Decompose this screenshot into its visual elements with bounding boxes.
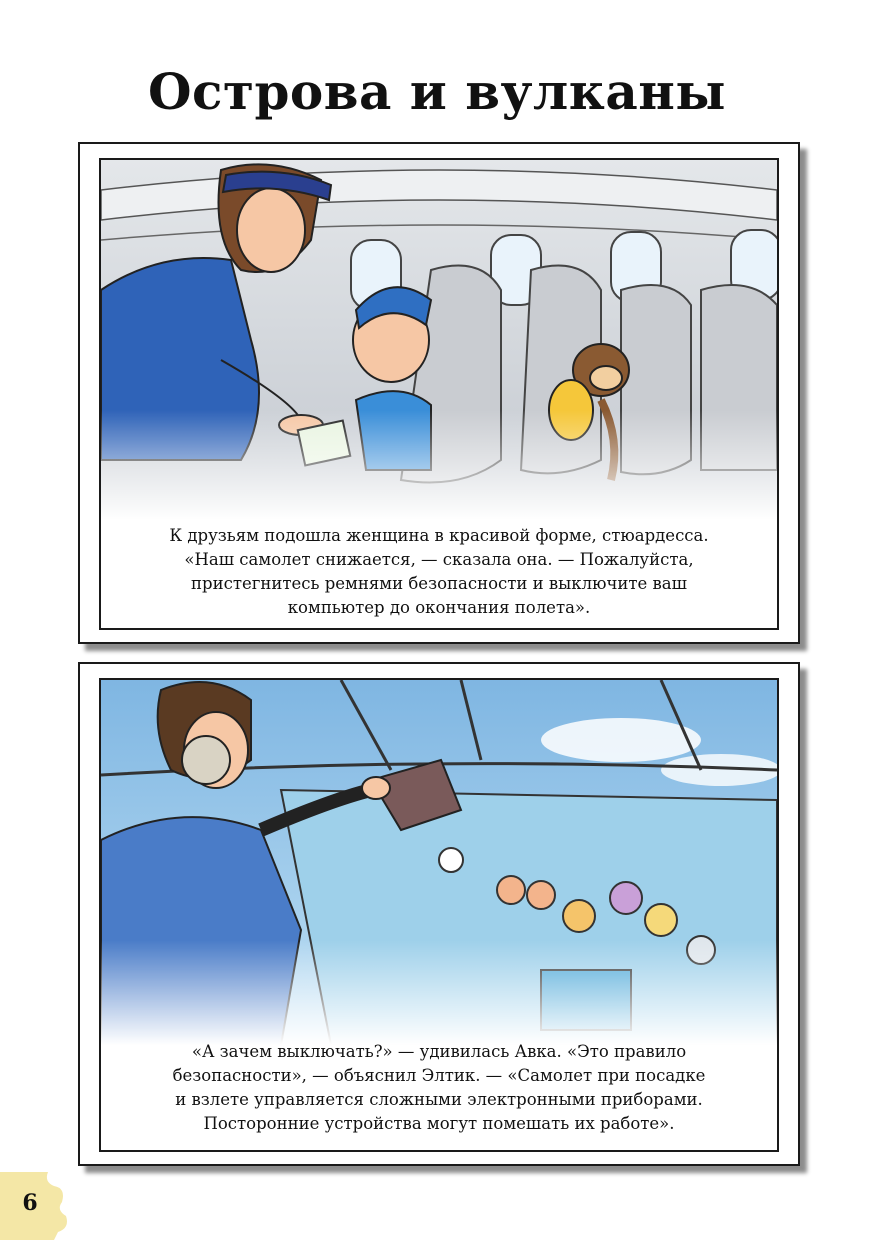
caption-line: безопасности», — объяснил Элтик. — «Самолет при посадке	[172, 1066, 706, 1085]
headset-icon	[182, 736, 230, 784]
comic-panel-1	[78, 142, 800, 644]
caption-line: Посторонние устройства могут помешать их работе».	[203, 1114, 675, 1133]
stewardess-illustration	[101, 160, 777, 520]
panel-2-frame	[99, 678, 779, 1152]
panel-1-caption	[101, 524, 777, 620]
pilot-illustration	[101, 680, 777, 1045]
cloud	[541, 718, 701, 762]
panel-1-frame	[99, 158, 779, 630]
comic-panel-2	[78, 662, 800, 1166]
caption-line: «А зачем выключать?» — удивилась Авка. «Это правило	[191, 1042, 687, 1061]
caption-line: и взлете управляется сложными электронными приборами.	[175, 1090, 703, 1109]
caption-line: компьютер до окончания полета».	[287, 598, 591, 617]
panel-2-caption	[101, 1040, 777, 1136]
caption-line: К друзьям подошла женщина в красивой форме, стюардесса.	[169, 526, 709, 545]
page-title: Острова и вулканы	[147, 62, 727, 121]
caption-line: «Наш самолет снижается, — сказала она. — Пожалуйста,	[184, 550, 694, 569]
page-number: 6	[22, 1190, 38, 1216]
caption-line: пристегнитесь ремнями безопасности и выключите ваш	[191, 574, 687, 593]
